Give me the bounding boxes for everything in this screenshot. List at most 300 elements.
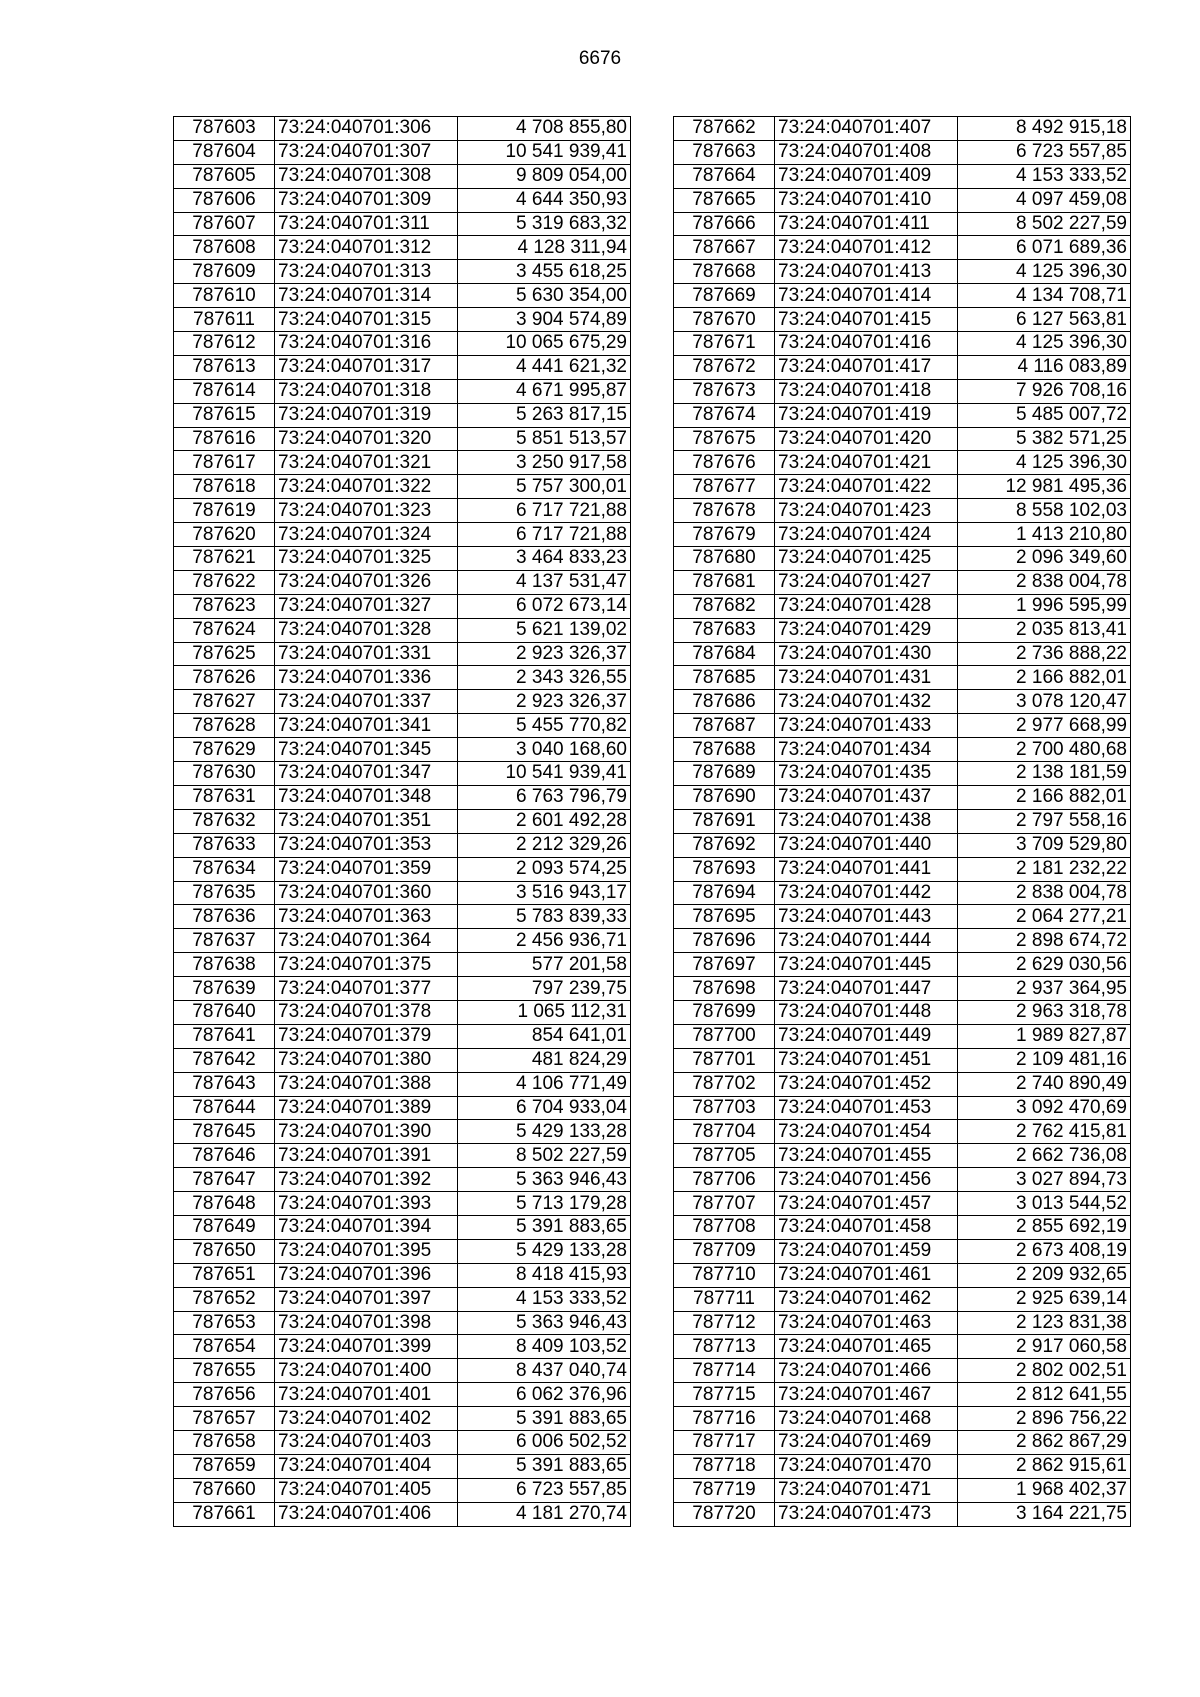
cadastral-number-cell: 73:24:040701:445 [775,953,958,977]
cadastral-number-cell: 73:24:040701:363 [275,905,458,929]
row-number-cell: 787713 [674,1335,775,1359]
row-number-cell: 787701 [674,1048,775,1072]
table-row [174,809,631,833]
row-number-cell: 787638 [174,953,275,977]
value-cell: 6 723 557,85 [958,140,1131,164]
row-number-cell: 787668 [674,260,775,284]
value-cell: 6 723 557,85 [458,1478,631,1502]
cadastral-number-cell: 73:24:040701:337 [275,690,458,714]
row-number-cell: 787647 [174,1168,275,1192]
row-number-cell: 787669 [674,284,775,308]
value-cell: 5 783 839,33 [458,905,631,929]
value-cell: 3 013 544,52 [958,1192,1131,1216]
value-cell: 2 064 277,21 [958,905,1131,929]
value-cell: 3 464 833,23 [458,547,631,571]
value-cell: 2 862 915,61 [958,1454,1131,1478]
table-row [674,977,1131,1001]
table-row [674,212,1131,236]
row-number-cell: 787658 [174,1430,275,1454]
row-number-cell: 787622 [174,570,275,594]
cadastral-number-cell: 73:24:040701:309 [275,188,458,212]
row-number-cell: 787708 [674,1215,775,1239]
cadastral-number-cell: 73:24:040701:411 [775,212,958,236]
row-number-cell: 787615 [174,403,275,427]
value-cell: 6 072 673,14 [458,594,631,618]
value-cell: 2 123 831,38 [958,1311,1131,1335]
table-row [174,547,631,571]
table-row [174,260,631,284]
table-row [174,1168,631,1192]
row-number-cell: 787663 [674,140,775,164]
table-row [674,1048,1131,1072]
row-number-cell: 787711 [674,1287,775,1311]
value-cell: 577 201,58 [458,953,631,977]
value-cell: 5 630 354,00 [458,284,631,308]
cadastral-number-cell: 73:24:040701:314 [275,284,458,308]
cadastral-number-cell: 73:24:040701:390 [275,1120,458,1144]
table-row [174,1072,631,1096]
row-number-cell: 787656 [174,1383,275,1407]
cadastral-number-cell: 73:24:040701:462 [775,1287,958,1311]
cadastral-number-cell: 73:24:040701:433 [775,714,958,738]
table-row [674,284,1131,308]
value-cell: 5 621 139,02 [458,618,631,642]
value-cell: 5 757 300,01 [458,475,631,499]
row-number-cell: 787703 [674,1096,775,1120]
table-row [674,857,1131,881]
table-row [674,1192,1131,1216]
table-row [174,1454,631,1478]
cadastral-number-cell: 73:24:040701:452 [775,1072,958,1096]
row-number-cell: 787710 [674,1263,775,1287]
table-row [174,1192,631,1216]
value-cell: 4 708 855,80 [458,117,631,141]
table-row [174,140,631,164]
value-cell: 4 644 350,93 [458,188,631,212]
value-cell: 2 093 574,25 [458,857,631,881]
table-row [174,833,631,857]
row-number-cell: 787720 [674,1502,775,1526]
table-row [674,690,1131,714]
cadastral-number-cell: 73:24:040701:307 [275,140,458,164]
cadastral-number-cell: 73:24:040701:308 [275,164,458,188]
cadastral-number-cell: 73:24:040701:441 [775,857,958,881]
row-number-cell: 787702 [674,1072,775,1096]
row-number-cell: 787718 [674,1454,775,1478]
row-number-cell: 787695 [674,905,775,929]
table-row [174,929,631,953]
row-number-cell: 787619 [174,499,275,523]
table-row [174,690,631,714]
row-number-cell: 787667 [674,236,775,260]
row-number-cell: 787639 [174,977,275,1001]
value-cell: 5 391 883,65 [458,1454,631,1478]
table-row [674,308,1131,332]
cadastral-number-cell: 73:24:040701:341 [275,714,458,738]
table-row [674,117,1131,141]
table-row [174,785,631,809]
value-cell: 4 125 396,30 [958,260,1131,284]
cadastral-number-cell: 73:24:040701:412 [775,236,958,260]
row-number-cell: 787693 [674,857,775,881]
table-row [174,1215,631,1239]
table-row [174,977,631,1001]
cadastral-number-cell: 73:24:040701:461 [775,1263,958,1287]
table-row [174,953,631,977]
table-row [674,1287,1131,1311]
row-number-cell: 787677 [674,475,775,499]
row-number-cell: 787605 [174,164,275,188]
value-cell: 6 763 796,79 [458,785,631,809]
value-cell: 10 065 675,29 [458,332,631,356]
row-number-cell: 787687 [674,714,775,738]
cadastral-number-cell: 73:24:040701:311 [275,212,458,236]
value-cell: 10 541 939,41 [458,762,631,786]
cadastral-number-cell: 73:24:040701:422 [775,475,958,499]
table-row [174,1000,631,1024]
value-cell: 2 923 326,37 [458,690,631,714]
value-cell: 4 128 311,94 [458,236,631,260]
table-row [674,1502,1131,1526]
value-cell: 3 027 894,73 [958,1168,1131,1192]
row-number-cell: 787699 [674,1000,775,1024]
cadastral-number-cell: 73:24:040701:405 [275,1478,458,1502]
value-cell: 12 981 495,36 [958,475,1131,499]
value-cell: 2 209 932,65 [958,1263,1131,1287]
value-cell: 10 541 939,41 [458,140,631,164]
table-row [674,1168,1131,1192]
table-row [674,762,1131,786]
row-number-cell: 787635 [174,881,275,905]
cadastral-number-cell: 73:24:040701:404 [275,1454,458,1478]
table-row [174,1502,631,1526]
value-cell: 2 896 756,22 [958,1407,1131,1431]
cadastral-number-cell: 73:24:040701:377 [275,977,458,1001]
table-row [674,1359,1131,1383]
row-number-cell: 787636 [174,905,275,929]
cadastral-number-cell: 73:24:040701:416 [775,332,958,356]
table-row [174,1239,631,1263]
table-row [174,570,631,594]
table-row [674,499,1131,523]
value-cell: 3 092 470,69 [958,1096,1131,1120]
value-cell: 3 040 168,60 [458,738,631,762]
value-cell: 4 106 771,49 [458,1072,631,1096]
value-cell: 6 717 721,88 [458,523,631,547]
value-cell: 2 096 349,60 [958,547,1131,571]
cadastral-number-cell: 73:24:040701:467 [775,1383,958,1407]
table-row [174,1407,631,1431]
table-row [174,164,631,188]
table-row [674,355,1131,379]
value-cell: 2 601 492,28 [458,809,631,833]
row-number-cell: 787617 [174,451,275,475]
cadastral-number-cell: 73:24:040701:432 [775,690,958,714]
value-cell: 5 713 179,28 [458,1192,631,1216]
value-cell: 2 838 004,78 [958,881,1131,905]
value-cell: 9 809 054,00 [458,164,631,188]
value-cell: 8 502 227,59 [958,212,1131,236]
value-cell: 3 904 574,89 [458,308,631,332]
page-number: 6676 [578,48,622,69]
row-number-cell: 787659 [174,1454,275,1478]
cadastral-number-cell: 73:24:040701:415 [775,308,958,332]
cadastral-number-cell: 73:24:040701:396 [275,1263,458,1287]
cadastral-number-cell: 73:24:040701:317 [275,355,458,379]
table-row [174,857,631,881]
value-cell: 797 239,75 [458,977,631,1001]
row-number-cell: 787706 [674,1168,775,1192]
row-number-cell: 787627 [174,690,275,714]
value-cell: 6 717 721,88 [458,499,631,523]
cadastral-number-cell: 73:24:040701:440 [775,833,958,857]
cadastral-number-cell: 73:24:040701:323 [275,499,458,523]
table-row [174,475,631,499]
cadastral-number-cell: 73:24:040701:449 [775,1024,958,1048]
table-row [674,785,1131,809]
row-number-cell: 787603 [174,117,275,141]
value-cell: 2 035 813,41 [958,618,1131,642]
table-row [174,308,631,332]
cadastral-number-cell: 73:24:040701:429 [775,618,958,642]
value-cell: 2 740 890,49 [958,1072,1131,1096]
table-row [674,1454,1131,1478]
table-row [174,499,631,523]
row-number-cell: 787688 [674,738,775,762]
row-number-cell: 787621 [174,547,275,571]
row-number-cell: 787604 [174,140,275,164]
cadastral-number-cell: 73:24:040701:395 [275,1239,458,1263]
row-number-cell: 787631 [174,785,275,809]
table-row [674,1096,1131,1120]
cadastral-number-cell: 73:24:040701:421 [775,451,958,475]
row-number-cell: 787607 [174,212,275,236]
row-number-cell: 787694 [674,881,775,905]
cadastral-number-cell: 73:24:040701:437 [775,785,958,809]
value-cell: 2 917 060,58 [958,1335,1131,1359]
row-number-cell: 787609 [174,260,275,284]
cadastral-number-cell: 73:24:040701:402 [275,1407,458,1431]
value-cell: 2 797 558,16 [958,809,1131,833]
value-cell: 7 926 708,16 [958,379,1131,403]
table-row [174,905,631,929]
cadastral-number-cell: 73:24:040701:397 [275,1287,458,1311]
table-row [674,1383,1131,1407]
cadastral-number-cell: 73:24:040701:418 [775,379,958,403]
cadastral-number-cell: 73:24:040701:468 [775,1407,958,1431]
cadastral-number-cell: 73:24:040701:444 [775,929,958,953]
value-cell: 8 409 103,52 [458,1335,631,1359]
row-number-cell: 787709 [674,1239,775,1263]
value-cell: 4 181 270,74 [458,1502,631,1526]
value-cell: 5 263 817,15 [458,403,631,427]
table-row [674,1120,1131,1144]
row-number-cell: 787612 [174,332,275,356]
row-number-cell: 787671 [674,332,775,356]
value-cell: 2 762 415,81 [958,1120,1131,1144]
table-row [174,1335,631,1359]
table-row [674,1072,1131,1096]
table-row [674,929,1131,953]
value-cell: 5 363 946,43 [458,1311,631,1335]
cadastral-number-cell: 73:24:040701:322 [275,475,458,499]
row-number-cell: 787620 [174,523,275,547]
value-cell: 4 134 708,71 [958,284,1131,308]
row-number-cell: 787651 [174,1263,275,1287]
value-cell: 2 862 867,29 [958,1430,1131,1454]
table-row [674,547,1131,571]
table-row [174,1120,631,1144]
value-cell: 2 138 181,59 [958,762,1131,786]
value-cell: 5 429 133,28 [458,1239,631,1263]
row-number-cell: 787679 [674,523,775,547]
value-cell: 2 700 480,68 [958,738,1131,762]
cadastral-number-cell: 73:24:040701:438 [775,809,958,833]
value-cell: 4 671 995,87 [458,379,631,403]
table-row [174,117,631,141]
cadastral-number-cell: 73:24:040701:465 [775,1335,958,1359]
row-number-cell: 787714 [674,1359,775,1383]
value-cell: 2 343 326,55 [458,666,631,690]
cadastral-number-cell: 73:24:040701:407 [775,117,958,141]
table-row [174,881,631,905]
table-row [174,1311,631,1335]
value-cell: 4 153 333,52 [458,1287,631,1311]
row-number-cell: 787719 [674,1478,775,1502]
cadastral-number-cell: 73:24:040701:459 [775,1239,958,1263]
row-number-cell: 787680 [674,547,775,571]
table-row [174,1263,631,1287]
row-number-cell: 787692 [674,833,775,857]
value-cell: 4 097 459,08 [958,188,1131,212]
cadastral-number-cell: 73:24:040701:394 [275,1215,458,1239]
row-number-cell: 787626 [174,666,275,690]
value-cell: 1 996 595,99 [958,594,1131,618]
cadastral-number-cell: 73:24:040701:359 [275,857,458,881]
cadastral-number-cell: 73:24:040701:315 [275,308,458,332]
cadastral-number-cell: 73:24:040701:458 [775,1215,958,1239]
value-cell: 1 065 112,31 [458,1000,631,1024]
row-number-cell: 787678 [674,499,775,523]
table-row [674,1311,1131,1335]
cadastral-number-cell: 73:24:040701:469 [775,1430,958,1454]
row-number-cell: 787685 [674,666,775,690]
cadastral-number-cell: 73:24:040701:353 [275,833,458,857]
cadastral-number-cell: 73:24:040701:325 [275,547,458,571]
cadastral-number-cell: 73:24:040701:336 [275,666,458,690]
value-cell: 2 925 639,14 [958,1287,1131,1311]
cadastral-number-cell: 73:24:040701:417 [775,355,958,379]
cadastral-number-cell: 73:24:040701:389 [275,1096,458,1120]
value-cell: 854 641,01 [458,1024,631,1048]
row-number-cell: 787649 [174,1215,275,1239]
table-row [174,332,631,356]
value-cell: 4 125 396,30 [958,332,1131,356]
cadastral-number-cell: 73:24:040701:409 [775,164,958,188]
value-cell: 8 558 102,03 [958,499,1131,523]
cadastral-number-cell: 73:24:040701:327 [275,594,458,618]
cadastral-number-cell: 73:24:040701:364 [275,929,458,953]
value-cell: 2 166 882,01 [958,666,1131,690]
table-row [674,570,1131,594]
row-number-cell: 787642 [174,1048,275,1072]
cadastral-number-cell: 73:24:040701:347 [275,762,458,786]
table-row [674,1430,1131,1454]
row-number-cell: 787666 [674,212,775,236]
table-row [174,451,631,475]
value-cell: 2 166 882,01 [958,785,1131,809]
table-row [174,618,631,642]
row-number-cell: 787629 [174,738,275,762]
row-number-cell: 787712 [674,1311,775,1335]
table-row [674,332,1131,356]
cadastral-number-cell: 73:24:040701:443 [775,905,958,929]
table-row [174,1359,631,1383]
row-number-cell: 787606 [174,188,275,212]
table-row [174,1287,631,1311]
value-cell: 2 802 002,51 [958,1359,1131,1383]
row-number-cell: 787689 [674,762,775,786]
cadastral-number-cell: 73:24:040701:399 [275,1335,458,1359]
value-cell: 2 937 364,95 [958,977,1131,1001]
value-cell: 2 838 004,78 [958,570,1131,594]
row-number-cell: 787630 [174,762,275,786]
cadastral-number-cell: 73:24:040701:318 [275,379,458,403]
cadastral-number-cell: 73:24:040701:348 [275,785,458,809]
row-number-cell: 787681 [674,570,775,594]
row-number-cell: 787683 [674,618,775,642]
row-number-cell: 787660 [174,1478,275,1502]
value-cell: 5 429 133,28 [458,1120,631,1144]
cadastral-number-cell: 73:24:040701:306 [275,117,458,141]
row-number-cell: 787608 [174,236,275,260]
table-row [674,1263,1131,1287]
row-number-cell: 787611 [174,308,275,332]
table-row [674,833,1131,857]
row-number-cell: 787657 [174,1407,275,1431]
cadastral-number-cell: 73:24:040701:454 [775,1120,958,1144]
cadastral-number-cell: 73:24:040701:324 [275,523,458,547]
cadastral-number-cell: 73:24:040701:434 [775,738,958,762]
row-number-cell: 787632 [174,809,275,833]
row-number-cell: 787655 [174,1359,275,1383]
row-number-cell: 787682 [674,594,775,618]
cadastral-number-cell: 73:24:040701:328 [275,618,458,642]
row-number-cell: 787628 [174,714,275,738]
row-number-cell: 787697 [674,953,775,977]
table-row [674,1239,1131,1263]
row-number-cell: 787704 [674,1120,775,1144]
table-row [174,1383,631,1407]
value-cell: 6 062 376,96 [458,1383,631,1407]
table-row [174,284,631,308]
table-row [674,905,1131,929]
row-number-cell: 787650 [174,1239,275,1263]
cadastral-number-cell: 73:24:040701:410 [775,188,958,212]
table-row [174,642,631,666]
cadastral-number-cell: 73:24:040701:408 [775,140,958,164]
value-cell: 2 812 641,55 [958,1383,1131,1407]
cadastral-number-cell: 73:24:040701:345 [275,738,458,762]
value-cell: 5 485 007,72 [958,403,1131,427]
table-row [174,1096,631,1120]
row-number-cell: 787674 [674,403,775,427]
table-row [674,523,1131,547]
row-number-cell: 787705 [674,1144,775,1168]
table-row [174,1144,631,1168]
row-number-cell: 787654 [174,1335,275,1359]
row-number-cell: 787662 [674,117,775,141]
